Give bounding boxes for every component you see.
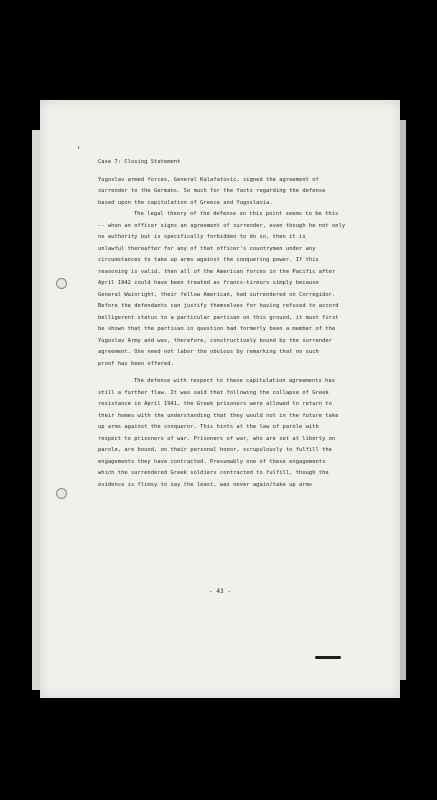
text-line: respect to prisoners of war. Prisoners of war, who are set at liberty on — [98, 435, 336, 442]
text-line: belligerent status to a particular partisan on this ground, it must first — [98, 314, 339, 321]
page-corner-mark: ' — [76, 146, 82, 156]
text-line: proof has been offered. — [98, 360, 174, 367]
text-line: no authority but is specifically forbidden to do so, then it is — [98, 234, 306, 240]
text-line: The defense with respect to these capitulation agreements has — [134, 378, 336, 384]
page-number: - 43 - — [209, 588, 231, 595]
text-line: -- when an officer signs an agreement of surrender, even though he not only — [98, 222, 346, 229]
text-line: which the surrendered Greek soldiers contracted to fulfill, though the — [98, 470, 329, 476]
text-line: engagements they have contracted. Presumably one of these engagements — [98, 458, 326, 465]
text-line: their homes with the understanding that they would not in the future take — [98, 412, 339, 419]
text-line: unlawful thereafter for any of that officer's countrymen under any — [98, 245, 316, 252]
text-line: parole, are bound, on their personal honor, scrupulously to fulfill the — [98, 447, 332, 453]
text-line: reasoning is valid, then all of the American forces in the Pacific after — [98, 268, 336, 275]
punch-hole — [56, 278, 67, 289]
text-line: evidence is flimsy to say the least, was never again/take up arms — [98, 481, 313, 488]
text-line: circumstances to take up arms against the conquering power. If this — [98, 257, 319, 263]
text-line: be shown that the partisan in question had formerly been a member of the — [98, 326, 336, 332]
text-line: surrender to the Germans. So much for the facts regarding the defense — [98, 188, 326, 194]
document-body — [98, 157, 398, 491]
text-line: agreement. One need not labor the obvious by remarking that no such — [98, 349, 319, 355]
text-line: Yugoslav armed forces, General Kalafatovic, signed the agreement of — [98, 176, 319, 183]
document-page — [40, 100, 400, 698]
text-line: still a further flaw. It was said that following the collapse of Greek — [98, 389, 329, 396]
punch-hole — [56, 488, 67, 499]
text-line: based upon the capitulation of Greece and Yugoslavia. — [98, 199, 273, 206]
text-line: resistance in April 1941, the Greek prisoners were allowed to return to — [98, 401, 332, 407]
text-line: The legal theory of the defense on this point seems to be this — [134, 211, 339, 217]
text-line: Yugoslav Army and was, therefore, constructively bound by the surrender — [98, 337, 332, 344]
text-line: Before the defendants can justify themselves for having refused to accord — [98, 303, 339, 309]
text-line: up arms against the conqueror. This hints at the law of parole with — [98, 424, 319, 430]
ink-smudge — [315, 656, 341, 659]
document-header: Case 7: Closing Statement — [98, 159, 181, 165]
text-line: General Wainright, their fellow American, had surrendered on Corregidor. — [98, 291, 336, 298]
text-line: April 1942 could have been treated as francs-tireurs simply because — [98, 280, 319, 286]
